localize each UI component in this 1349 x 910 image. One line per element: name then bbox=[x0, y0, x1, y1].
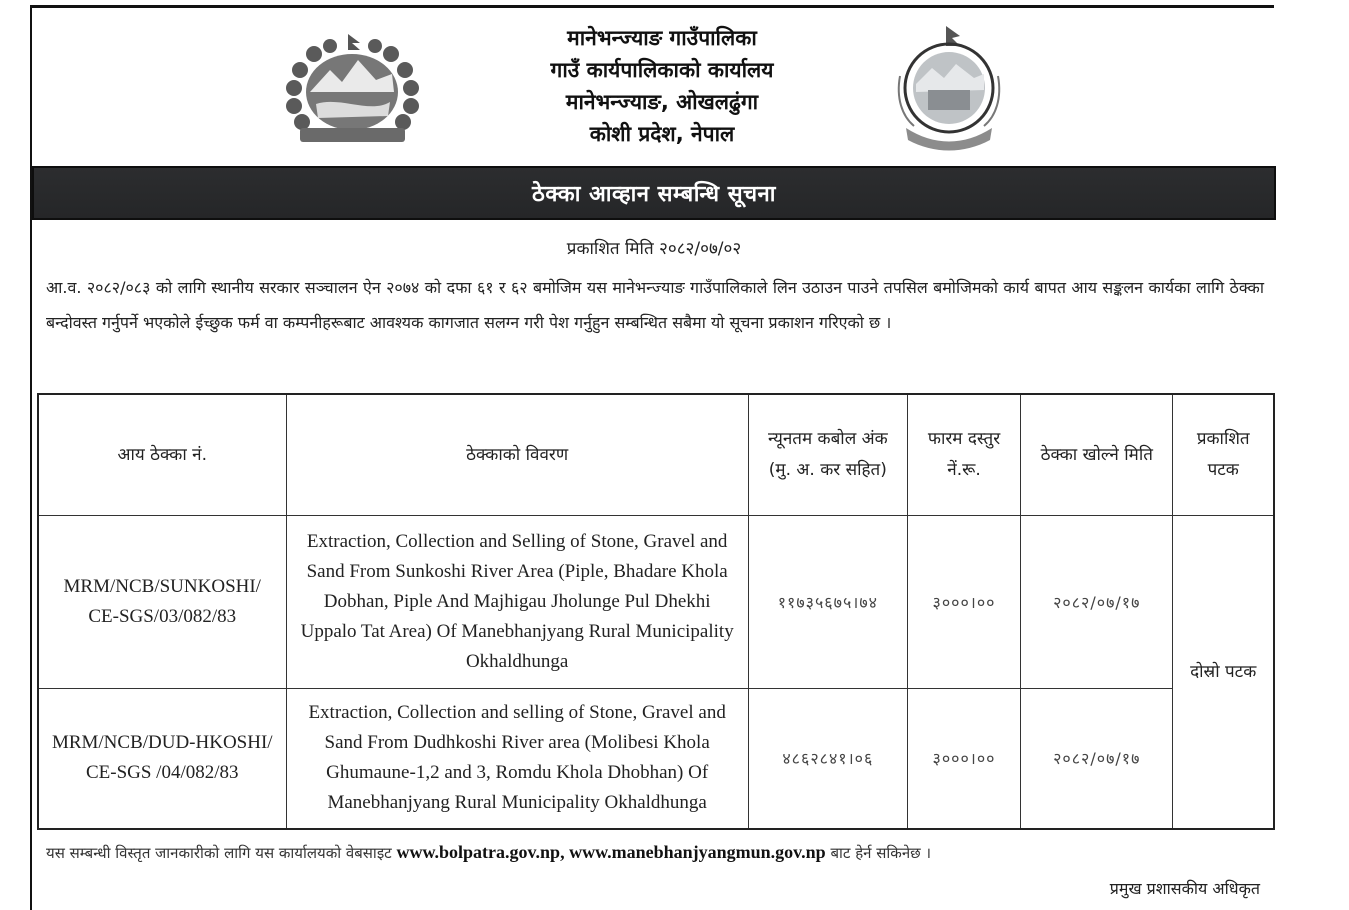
tender-table bbox=[37, 393, 1275, 830]
footer-note bbox=[46, 842, 1276, 863]
header-contract-no: आय ठेक्का नं. bbox=[38, 394, 286, 516]
table-row bbox=[38, 689, 1274, 829]
signatory-title: प्रमुख प्रशासकीय अधिकृत bbox=[1109, 879, 1260, 898]
header-opening-date: ठेक्का खोल्ने मिति bbox=[1021, 394, 1173, 516]
table-header-row bbox=[38, 394, 1274, 516]
description-cell: Extraction, Collection and selling of Stone, Gravel and Sand From Dudhkoshi River area (Molibesi Khola Ghumaune-1,2 and 3, Romdu Khola Dhobhan) Of Manebhanjyang Rural Municipality Okhaldhunga bbox=[286, 689, 748, 829]
municipality-name: मानेभन्ज्याङ गाउँपालिका bbox=[567, 26, 757, 50]
header-published-times: प्रकाशित पटक bbox=[1173, 394, 1274, 516]
contract-no-cell: MRM/NCB/DUD-HKOSHI/ CE-SGS /04/082/83 bbox=[38, 689, 286, 829]
table-row bbox=[38, 516, 1274, 689]
header-min-bid: न्यूनतम कबोल अंक (मु. अ. कर सहित) bbox=[748, 394, 907, 516]
notice-page bbox=[30, 5, 1274, 910]
opening-date-cell: २०८२/०७/१७ bbox=[1021, 516, 1173, 689]
notice-title-band bbox=[32, 166, 1276, 220]
office-address-block bbox=[462, 22, 862, 150]
website-links[interactable]: www.bolpatra.gov.np, www.manebhanjyangmun.gov.np bbox=[396, 842, 826, 862]
description-cell: Extraction, Collection and Selling of Stone, Gravel and Sand From Sunkoshi River Area (Piple, Bhadare Khola Dobhan, Piple And Majhigau Jholunge Pul Dhekhi Uppalo Tat Area) Of Manebhanjyang Rural Municipality Okhaldhunga bbox=[286, 516, 748, 689]
form-fee-cell: ३०००।०० bbox=[907, 689, 1020, 829]
letterhead bbox=[32, 8, 1276, 168]
header-form-fee: फारम दस्तुर नें.रू. bbox=[907, 394, 1020, 516]
published-times-cell: दोस्रो पटक bbox=[1173, 516, 1274, 829]
nepal-government-emblem-icon bbox=[280, 30, 425, 150]
office-location: मानेभन्ज्याङ, ओखलढुंगा bbox=[565, 90, 759, 114]
footer-note-prefix: यस सम्बन्धी विस्तृत जानकारीको लागि यस कार्यालयको वेबसाइट bbox=[46, 844, 392, 862]
opening-date-cell: २०८२/०७/१७ bbox=[1021, 689, 1173, 829]
office-name: गाउँ कार्यपालिकाको कार्यालय bbox=[550, 58, 774, 82]
province-country: कोशी प्रदेश, नेपाल bbox=[589, 122, 735, 146]
notice-title: ठेक्का आव्हान सम्बन्धि सूचना bbox=[532, 182, 776, 207]
municipality-emblem-icon bbox=[894, 24, 1004, 152]
header-description: ठेक्काको विवरण bbox=[286, 394, 748, 516]
intro-paragraph: आ.व. २०८२/०८३ को लागि स्थानीय सरकार सञ्चालन ऐन २०७४ को दफा ६१ र ६२ बमोजिम यस मानेभन्ज्याङ गाउँपालिकाले लिन उठाउन पाउने तपसिल बमोजिमको कार्य बापत आय सङ्कलन कार्यका लागि ठेक्का बन्दोवस्त गर्नुपर्ने भएकोले ईच्छुक फर्म वा कम्पनीहरूबाट आवश्यक कागजात सलग्न गरी पेश गर्नुहुन सम्बन्धित सबैमा यो सूचना प्रकाशन गरिएको छ । bbox=[46, 278, 1264, 332]
min-bid-cell: ११७३५६७५।७४ bbox=[748, 516, 907, 689]
footer-note-suffix: बाट हेर्न सकिनेछ । bbox=[830, 844, 932, 862]
contract-no-cell: MRM/NCB/SUNKOSHI/ CE-SGS/03/082/83 bbox=[38, 516, 286, 689]
form-fee-cell: ३०००।०० bbox=[907, 516, 1020, 689]
published-date: प्रकाशित मिति २०८२/०७/०२ bbox=[566, 239, 742, 259]
min-bid-cell: ४८६२८४१।०६ bbox=[748, 689, 907, 829]
